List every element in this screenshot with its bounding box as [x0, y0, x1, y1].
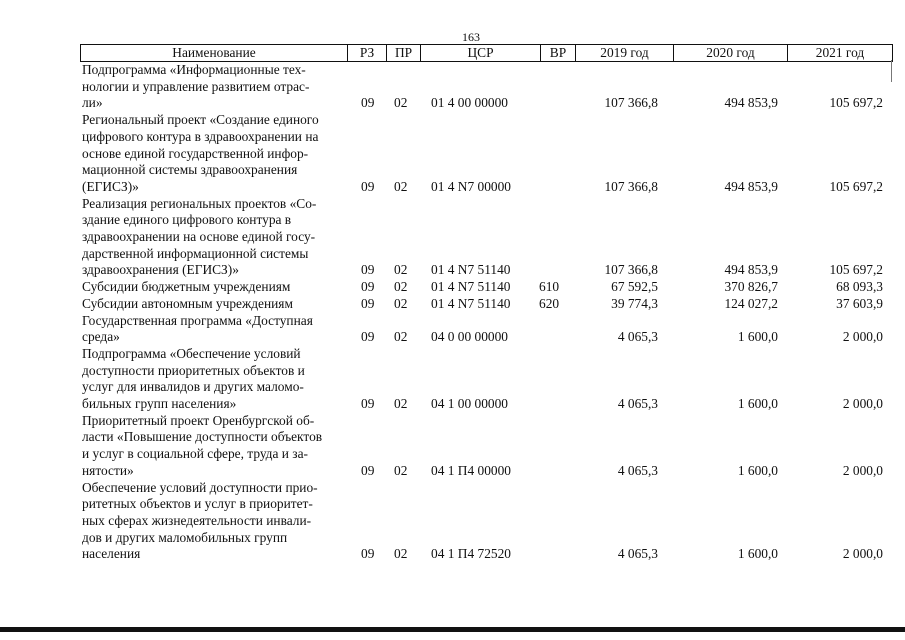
header-csr: ЦСР [420, 45, 540, 61]
table-row [82, 279, 892, 296]
cell-2021: 68 093,3 [836, 279, 883, 295]
row-name-line: Обеспечение условий доступности прио- [82, 479, 318, 495]
row-name-line: ласти «Повышение доступности объектов [82, 429, 323, 445]
cell-pr: 02 [394, 95, 408, 111]
cell-csr: 04 1 00 00000 [431, 395, 508, 411]
cell-csr: 01 4 N7 00000 [431, 178, 511, 194]
cell-2020: 1 600,0 [737, 329, 778, 345]
cell-2021: 105 697,2 [829, 95, 883, 111]
cell-rz: 09 [361, 295, 375, 311]
cell-2020: 370 826,7 [724, 279, 778, 295]
cell-2020: 494 853,9 [724, 95, 778, 111]
header-2019: 2019 год [575, 45, 673, 61]
cell-csr: 01 4 N7 51140 [431, 279, 511, 295]
row-name-line: здание единого цифрового контура в [82, 212, 292, 228]
cell-csr: 04 1 П4 00000 [431, 462, 511, 478]
row-name-line: дарственной информационной системы [82, 245, 309, 261]
row-name-line: Реализация региональных проектов «Со- [82, 195, 317, 211]
cell-2020: 1 600,0 [737, 546, 778, 562]
row-name-line: доступности приоритетных объектов и [82, 362, 305, 378]
row-name-line: ритетных объектов и услуг в приоритет- [82, 496, 313, 512]
cell-2019: 4 065,3 [617, 462, 658, 478]
row-name-line: Подпрограмма «Информационные тех- [82, 62, 306, 77]
cell-2021: 2 000,0 [842, 329, 883, 345]
cell-2020: 494 853,9 [724, 178, 778, 194]
row-name-line: здравоохранении на основе единой госу- [82, 229, 316, 244]
cell-2020: 1 600,0 [737, 462, 778, 478]
header-2020: 2020 год [673, 45, 787, 61]
cell-2019: 107 366,8 [604, 262, 658, 278]
table-row [82, 346, 892, 413]
row-values [82, 396, 892, 413]
table-row [82, 112, 892, 196]
bottom-border [0, 627, 905, 632]
header-name: Наименование [80, 45, 347, 61]
cell-csr: 01 4 N7 51140 [431, 262, 511, 278]
row-name-line: нятости» [82, 462, 134, 478]
table-row [82, 296, 892, 313]
row-name-line: (ЕГИСЗ)» [82, 178, 139, 194]
row-name-line: Региональный проект «Создание единого [82, 112, 319, 128]
cell-2019: 4 065,3 [617, 395, 658, 411]
row-values [82, 179, 892, 196]
row-name-line: Субсидии автономным учреждениям [82, 295, 293, 311]
cell-pr: 02 [394, 395, 408, 411]
table-row [82, 62, 892, 112]
header-2021: 2021 год [787, 45, 892, 61]
row-name-line: мационной системы здравоохранения [82, 162, 298, 178]
cell-rz: 09 [361, 262, 375, 278]
cell-2021: 105 697,2 [829, 262, 883, 278]
row-name-line: основе единой государственной инфор- [82, 145, 309, 161]
row-name-line: Приоритетный проект Оренбургской об- [82, 412, 315, 428]
cell-2020: 124 027,2 [724, 295, 778, 311]
cell-rz: 09 [361, 329, 375, 345]
cell-csr: 01 4 N7 51140 [431, 295, 511, 311]
cell-pr: 02 [394, 546, 408, 562]
row-name-line: дов и других маломобильных групп [82, 529, 288, 545]
cell-rz: 09 [361, 95, 375, 111]
row-name-line: услуг для инвалидов и других маломо- [82, 379, 304, 395]
row-values [82, 546, 892, 563]
cell-csr: 04 0 00 00000 [431, 329, 508, 345]
cell-rz: 09 [361, 395, 375, 411]
row-name-line: Субсидии бюджетным учреждениям [82, 279, 291, 295]
row-name-line: нологии и управление развитием отрас- [82, 78, 310, 94]
cell-pr: 02 [394, 329, 408, 345]
row-values [82, 279, 892, 296]
row-name-line: цифрового контура в здравоохранении на [82, 128, 319, 144]
cell-2021: 2 000,0 [842, 462, 883, 478]
cell-2021: 105 697,2 [829, 178, 883, 194]
table-row [82, 413, 892, 480]
cell-pr: 02 [394, 178, 408, 194]
table-header [80, 44, 893, 62]
cell-pr: 02 [394, 462, 408, 478]
cell-rz: 09 [361, 546, 375, 562]
row-name-line: Государственная программа «Доступная [82, 312, 313, 328]
cell-rz: 09 [361, 279, 375, 295]
table-row [82, 313, 892, 346]
cell-2021: 2 000,0 [842, 395, 883, 411]
cell-pr: 02 [394, 262, 408, 278]
cell-vr: 610 [539, 279, 560, 295]
header-pr: ПР [386, 45, 420, 61]
row-name-line: и услуг в социальной сфере, труда и за- [82, 446, 308, 462]
cell-2020: 494 853,9 [724, 262, 778, 278]
table-row [82, 196, 892, 280]
cell-2019: 67 592,5 [611, 279, 658, 295]
cell-csr: 01 4 00 00000 [431, 95, 508, 111]
header-rz: РЗ [347, 45, 386, 61]
row-name-line: бильных групп населения» [82, 396, 237, 411]
row-name-line: Подпрограмма «Обеспечение условий [82, 345, 301, 361]
row-name-line: среда» [82, 329, 120, 345]
cell-rz: 09 [361, 462, 375, 478]
row-name-line: ли» [82, 95, 103, 111]
cell-pr: 02 [394, 279, 408, 295]
cell-2019: 4 065,3 [617, 546, 658, 562]
cell-2019: 107 366,8 [604, 178, 658, 194]
cell-2021: 37 603,9 [836, 295, 883, 311]
cell-rz: 09 [361, 178, 375, 194]
cell-2019: 39 774,3 [611, 295, 658, 311]
cell-2019: 4 065,3 [617, 329, 658, 345]
row-name-line: населения [82, 546, 141, 562]
cell-2019: 107 366,8 [604, 95, 658, 111]
row-values [82, 262, 892, 279]
row-name-line: ных сферах жизнедеятельности инвали- [82, 512, 312, 528]
row-values [82, 329, 892, 346]
row-values [82, 95, 892, 112]
row-name-line: здравоохранения (ЕГИСЗ)» [82, 262, 239, 278]
row-values [82, 463, 892, 480]
cell-csr: 04 1 П4 72520 [431, 546, 511, 562]
cell-2020: 1 600,0 [737, 395, 778, 411]
table-row [82, 480, 892, 564]
row-values [82, 296, 892, 313]
page-number: 163 [462, 30, 480, 44]
cell-vr: 620 [539, 295, 560, 311]
cell-2021: 2 000,0 [842, 546, 883, 562]
header-vr: ВР [540, 45, 575, 61]
cell-pr: 02 [394, 295, 408, 311]
